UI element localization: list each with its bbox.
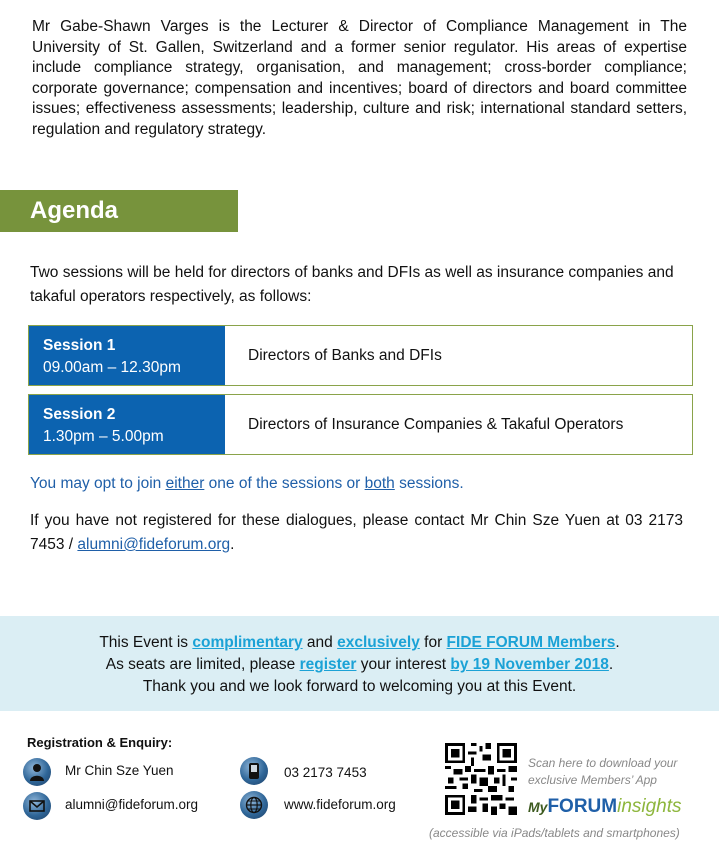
- notice-text: This Event is: [99, 634, 193, 651]
- agenda-intro: Two sessions will be held for directors of banks and DFIs as well as insurance companies and takaful operators respectively, as follows:: [30, 264, 674, 305]
- contact-text: If you have not registered for these dialogues, please contact Mr Chin Sze Yuen at 03 2173 7453 /: [30, 512, 683, 553]
- notice-register-link[interactable]: register: [299, 656, 357, 673]
- notice-deadline: by 19 November 2018: [450, 656, 609, 673]
- notice-line-2: [0, 654, 719, 676]
- opt-text-1: You may opt to join: [30, 475, 166, 492]
- session-2-name: Session 2: [43, 406, 116, 423]
- registration-person: Mr Chin Sze Yuen: [65, 763, 174, 778]
- opt-both: both: [364, 475, 395, 492]
- qr-code[interactable]: [445, 743, 517, 815]
- myforum-insights-logo: [528, 796, 682, 818]
- globe-icon: [240, 791, 268, 819]
- phone-icon: [240, 757, 268, 785]
- notice-members: FIDE FORUM Members: [446, 634, 616, 651]
- session-1-audience: Directors of Banks and DFIs: [248, 346, 442, 364]
- registration-website[interactable]: www.fideforum.org: [284, 797, 396, 812]
- agenda-heading: Agenda: [0, 190, 238, 232]
- app-note-line-1: Scan here to download your: [528, 756, 678, 770]
- logo-my: My: [528, 799, 548, 815]
- notice-complimentary: complimentary: [192, 634, 303, 651]
- registration-contact-note: [30, 509, 683, 557]
- speaker-bio: Mr Gabe-Shawn Varges is the Lecturer & Director of Compliance Management in The University of St. Gallen, Switzerland and a former senior regulator. His areas of expertise include compliance strategy, organisation, and management; cross-border compliance; corporate governance; compensation and incentives; board of directors and board committee issues; effectiveness assessments; leadership, culture and risk; international standard setters, regulation and regulatory strategy.: [32, 18, 687, 138]
- notice-exclusively: exclusively: [337, 634, 420, 651]
- session-2-audience: Directors of Insurance Companies & Takaful Operators: [248, 415, 624, 433]
- notice-text: .: [608, 656, 614, 673]
- opt-text-2: one of the sessions or: [204, 475, 365, 492]
- event-notice-box: [0, 616, 719, 711]
- app-access-note: (accessible via iPads/tablets and smartphones): [429, 826, 680, 840]
- notice-line-1: [0, 632, 719, 654]
- session-1-row: [28, 325, 693, 386]
- contact-end: .: [230, 536, 235, 553]
- registration-phone[interactable]: 03 2173 7453: [284, 765, 367, 780]
- opt-text-3: sessions.: [394, 475, 464, 492]
- session-1-name: Session 1: [43, 337, 116, 354]
- contact-email-link[interactable]: alumni@fideforum.org: [77, 536, 231, 553]
- session-2-label-box: [29, 395, 225, 454]
- notice-text: your interest: [356, 656, 451, 673]
- registration-email[interactable]: alumni@fideforum.org: [65, 797, 199, 812]
- person-icon: [23, 758, 51, 786]
- notice-text: As seats are limited, please: [105, 656, 300, 673]
- app-download-note: [528, 755, 677, 789]
- session-option-note: [30, 475, 464, 493]
- notice-line-3: Thank you and we look forward to welcoming you at this Event.: [142, 678, 577, 695]
- session-1-time: 09.00am – 12.30pm: [43, 359, 181, 376]
- registration-title: Registration & Enquiry:: [27, 735, 173, 750]
- app-note-line-2: exclusive Members’ App: [528, 773, 657, 787]
- email-icon: [23, 792, 51, 820]
- session-1-label-box: [29, 326, 225, 385]
- logo-insights: insights: [617, 796, 682, 817]
- session-2-time: 1.30pm – 5.00pm: [43, 428, 164, 445]
- notice-text: and: [302, 634, 338, 651]
- opt-either: either: [165, 475, 205, 492]
- notice-text: for: [419, 634, 447, 651]
- notice-text: .: [615, 634, 620, 651]
- logo-forum: FORUM: [547, 796, 618, 817]
- session-2-row: [28, 394, 693, 455]
